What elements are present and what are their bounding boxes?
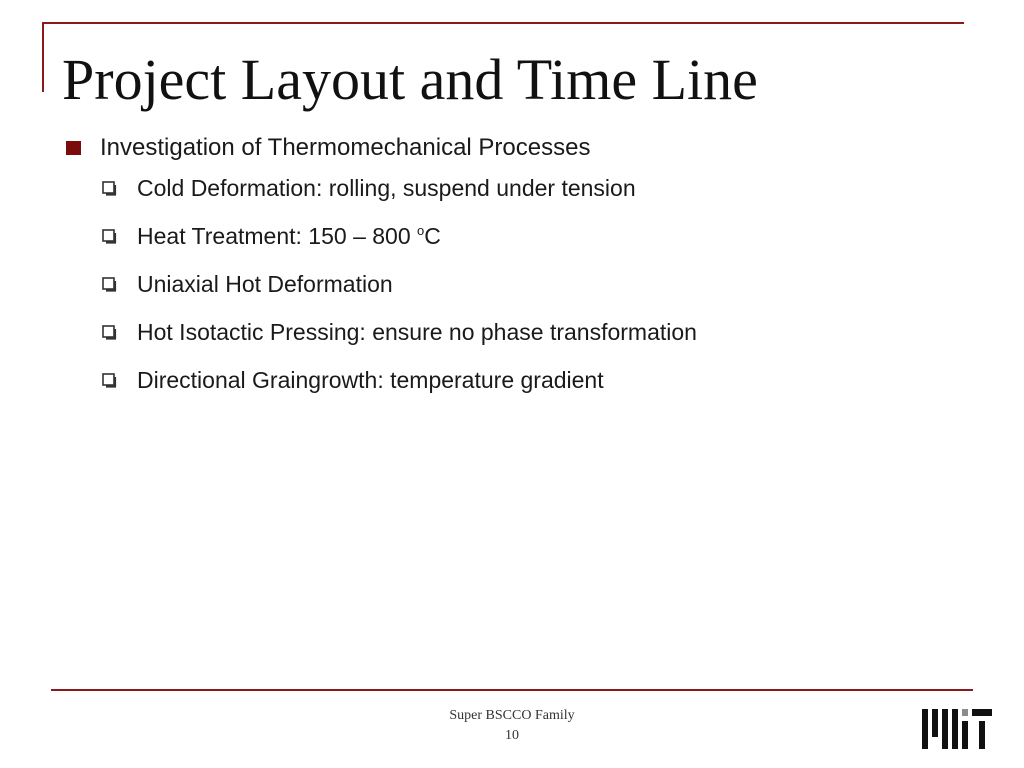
sub-bullet-text: Uniaxial Hot Deformation [137,271,393,297]
bullet-item-1 [66,128,966,168]
page-number: 10 [505,728,519,743]
sub-bullet-text: Cold Deformation: rolling, suspend under tension [137,175,636,201]
footer-label: Super BSCCO Family [449,708,575,723]
sub-bullet-item-2 [102,216,966,264]
sub-bullet-item-1 [102,168,966,216]
mit-logo [922,709,992,749]
frame-top-rule [42,22,964,24]
sub-bullet-item-3 [102,264,966,312]
hollow-square-bullet-icon [102,277,117,292]
square-bullet-icon [66,141,81,155]
sub-bullet-text [137,216,441,256]
sub-bullet-text: Hot Isotactic Pressing: ensure no phase transformation [137,319,697,345]
hollow-square-bullet-icon [102,229,117,244]
heat-treatment-text: Heat Treatment: 150 – 800 [137,223,418,249]
bullet-list [66,128,966,408]
sub-bullet-item-4 [102,312,966,360]
celsius-unit: C [424,223,441,249]
bullet-text: Investigation of Thermomechanical Processes [100,134,591,161]
slide-title: Project Layout and Time Line [62,47,758,112]
footer [412,706,612,746]
hollow-square-bullet-icon [102,373,117,388]
hollow-square-bullet-icon [102,181,117,196]
hollow-square-bullet-icon [102,325,117,340]
degree-superscript: o [417,223,425,238]
sub-bullet-text: Directional Graingrowth: temperature gradient [137,367,604,393]
footer-rule [51,689,973,691]
frame-left-rule [42,22,44,92]
sub-bullet-item-5 [102,360,966,408]
